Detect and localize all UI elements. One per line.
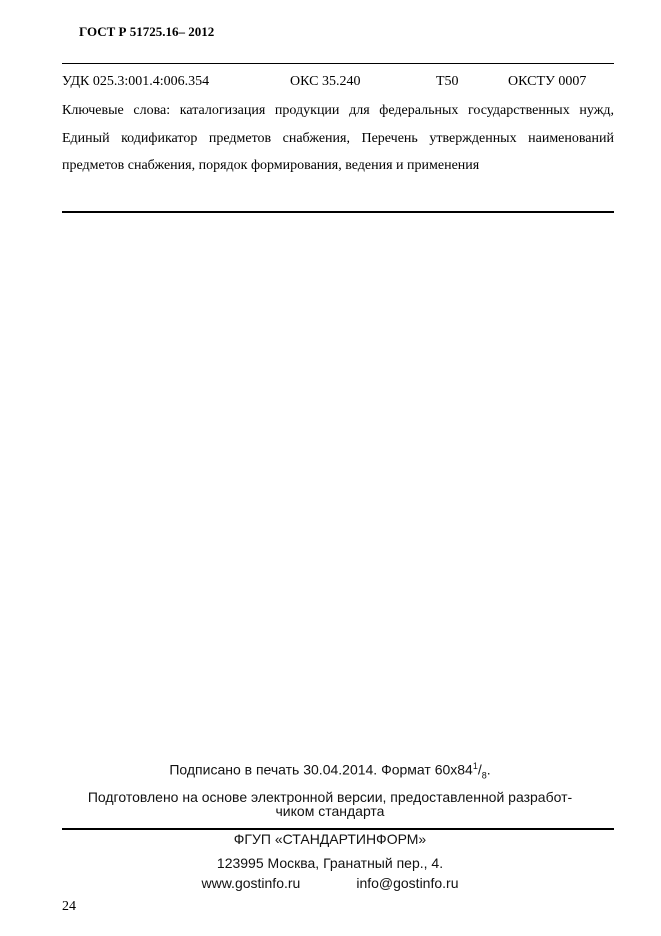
prepared-line-1: Подготовлено на основе электронной версии, предоставленной разработ- — [87, 789, 573, 805]
okstu-code: ОКСТУ 0007 — [508, 74, 587, 89]
prepared-line-2: чиком стандарта — [275, 803, 385, 819]
page-number: 24 — [62, 899, 76, 914]
standard-designation: ГОСТ Р 51725.16– 2012 — [79, 24, 215, 39]
signed-for-print: Подписано в печать 30.04.2014. Формат $60x84^1/_8$. — [169, 761, 491, 781]
format-numerator: 1 — [472, 761, 478, 771]
oks-code: ОКС 35.240 — [290, 74, 361, 89]
imprint-divider — [62, 828, 614, 830]
keywords-divider — [62, 211, 614, 213]
website-link[interactable]: www.gostinfo.ru — [201, 875, 301, 891]
udk-code: УДК 025.3:001.4:006.354 — [62, 74, 210, 89]
classification-row — [62, 74, 614, 92]
publisher-contacts — [50, 875, 610, 891]
signed-end: . — [486, 761, 491, 778]
format-denominator: 8 — [481, 770, 487, 781]
signed-text: Подписано в печать 30.04.2014. Формат 60x84 — [169, 761, 473, 778]
keywords-paragraph: Ключевые слова: каталогизация продукции для федеральных государственных нужд, Единый кодификатор предметов снабжения, Перечень утвержденных наименований предметов снабжения, порядок формирования, ведения и применения — [62, 103, 614, 173]
publisher-address: 123995 Москва, Гранатный пер., 4. — [216, 855, 444, 871]
prepared-note — [50, 790, 610, 818]
t-code: Т50 — [436, 74, 459, 89]
publisher-name: ФГУП «СТАНДАРТИНФОРМ» — [233, 831, 427, 847]
email-link[interactable]: info@gostinfo.ru — [356, 875, 459, 891]
header-divider — [62, 63, 614, 64]
